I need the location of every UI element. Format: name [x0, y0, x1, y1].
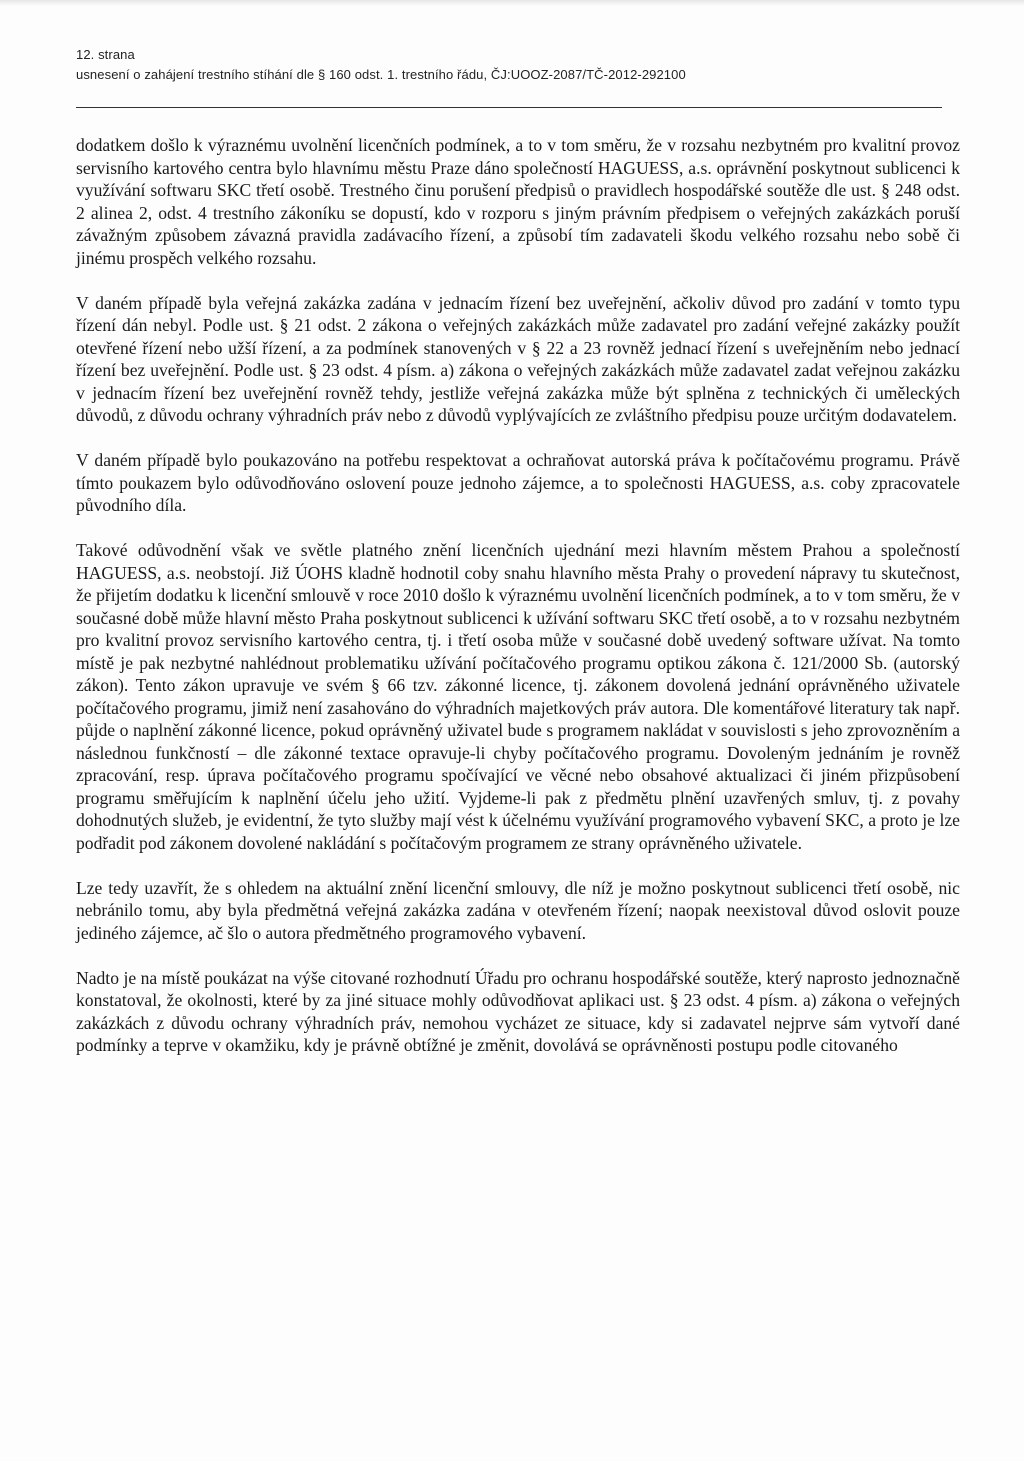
paragraph: Nadto je na místě poukázat na výše citované rozhodnutí Úřadu pro ochranu hospodářské soutěže, který naprosto jednoznačně konstatoval, že okolnosti, které by za jiné situace mohly odůvodňovat aplikaci ust. § 23 odst. 4 písm. a) zákona o veřejných zakázkách z důvodu ochrany výhradních práv, nemohou vycházet ze situace, kdy si zadavatel nejprve sám vytvoří dané podmínky a teprve v okamžiku, kdy je právně obtížné je změnit, dovolává se oprávněnosti postupu podle citovaného — [76, 967, 960, 1055]
paragraph: V daném případě byla veřejná zakázka zadána v jednacím řízení bez uveřejnění, ačkoliv důvod pro zadání v tomto typu řízení dán nebyl. Podle ust. § 21 odst. 2 zákona o veřejných zakázkách může zadavatel pro zadání veřejné zakázky použít otevřené řízení nebo užší řízení, a za podmínek stanovených v § 22 a 23 rovněž jednací řízení s uveřejněním nebo jednací řízení bez uveřejnění. Podle ust. § 23 odst. 4 písm. a) zákona o veřejných zakázkách může zadavatel zadat veřejnou zakázku v jednacím řízení bez uveřejnění rovněž tehdy, jestliže veřejná zakázka může být splněna z technických či uměleckých důvodů, z důvodu ochrany výhradních práv nebo z důvodů vyplývajících ze zvláštního předpisu pouze určitým dodavatelem. — [76, 292, 960, 425]
document-body — [76, 134, 960, 1057]
paragraph: dodatkem došlo k výraznému uvolnění licenčních podmínek, a to v tom směru, že v rozsahu nezbytném pro kvalitní provoz servisního kartového centra bylo hlavnímu městu Praze dáno společností HAGUESS, a.s. oprávnění poskytnout sublicenci k využívání softwaru SKC třetí osobě. Trestného činu porušení předpisů o pravidlech hospodářské soutěže dle ust. § 248 odst. 2 alinea 2, odst. 4 trestního zákoníku se dopustí, kdo v rozporu s jiným právním předpisem o veřejných zakázkách poruší závažným způsobem závazná pravidla zadávacího řízení, a způsobí tím zadavateli škodu velkého rozsahu nebo sobě či jinému prospěch velkého rozsahu. — [76, 135, 960, 268]
document-reference: usnesení o zahájení trestního stíhání dle § 160 odst. 1. trestního řádu, ČJ:UOOZ-2087/TČ-2012-292100 — [76, 67, 686, 82]
header-divider — [76, 107, 942, 108]
page-header — [76, 45, 956, 85]
paragraph: V daném případě bylo poukazováno na potřebu respektovat a ochraňovat autorská práva k počítačovému programu. Právě tímto poukazem bylo odůvodňováno oslovení pouze jednoho zájemce, a to společnosti HAGUESS, a.s. coby zpracovatele původního díla. — [76, 450, 960, 515]
paragraph: Lze tedy uzavřít, že s ohledem na aktuální znění licenční smlouvy, dle níž je možno poskytnout sublicenci třetí osobě, nic nebránilo tomu, aby byla předmětná veřejná zakázka zadána v otevřeném řízení; naopak neexistoval důvod oslovit pouze jediného zájemce, ač šlo o autora předmětného programového vybavení. — [76, 877, 960, 943]
paragraph: Takové odůvodnění však ve světle platného znění licenčních ujednání mezi hlavním městem Prahou a společností HAGUESS, a.s. neobstojí. Již ÚOHS kladně hodnotil coby snahu hlavního města Prahy o provedení nápravy tu skutečnost, že přijetím dodatku k licenční smlouvě v roce 2010 došlo k výraznému uvolnění licenčních podmínek, a to v tom směru, že v současné době může hlavní město Praha poskytnout sublicenci k užívání softwaru SKC třetí osobě, a to v rozsahu nezbytném pro kvalitní provoz servisního kartového centra, tj. i třetí osoba může v současné době uvedený software užívat. Na tomto místě je pak nezbytné nahlédnout problematiku užívání počítačového programu optikou zákona č. 121/2000 Sb. (autorský zákon). Tento zákon upravuje ve svém § 66 tzv. zákonné licence, tj. zákonem dovolená jednání oprávněného uživatele počítačového programu, jimiž není zasahováno do výhradních majetkových práv autora. Dle komentářové literatury tak např. půjde o naplnění zákonné licence, pokud oprávněný uživatel bude s programem nakládat v souvislosti s jeho zprovozněním a následnou funkčností – dle zákonné textace opravuje-li chyby počítačového programu. Dovoleným jednáním je rovněž zpracování, resp. úprava počítačového programu spočívající ve věcné nebo obsahové aktualizaci či jiném přizpůsobení programu směřujícím k naplnění účelu jeho užití. Vyjdeme-li pak z předmětu plnění uzavřených smluv, tj. z povahy dohodnutých služeb, je evidentní, že tyto služby mají vést k účelnému využívání programového vybavení SKC, a proto je lze podřadit pod zákonem dovolené nakládání s počítačovým programem ze strany oprávněného uživatele. — [76, 540, 960, 853]
scan-edge-shadow — [0, 0, 1024, 6]
page-number: 12. strana — [76, 47, 135, 62]
